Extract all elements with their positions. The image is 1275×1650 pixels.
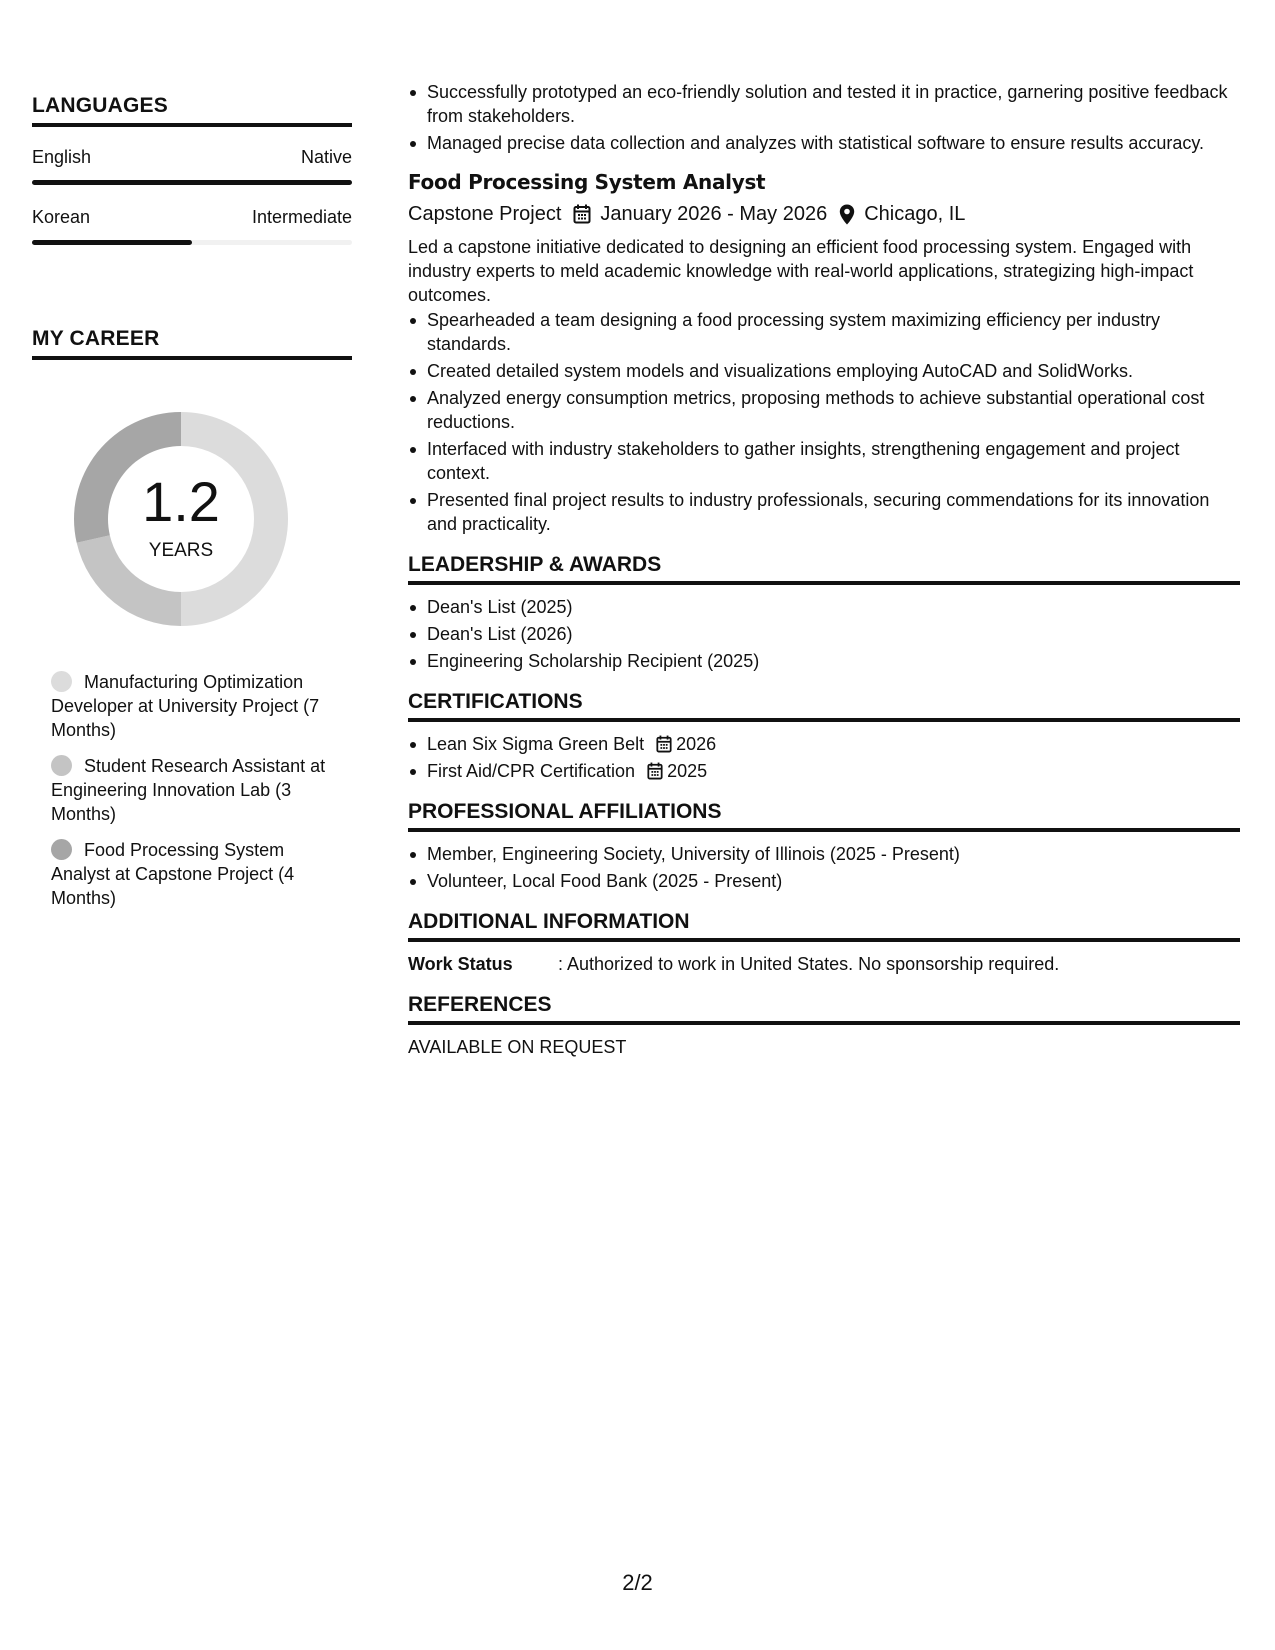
affiliations-list: [408, 842, 1240, 893]
previous-job-bullets: [408, 80, 1240, 155]
sidebar: [32, 94, 352, 922]
main-content: [408, 80, 1240, 1059]
calendar-icon: [647, 762, 663, 780]
job-dates: January 2026 - May 2026: [600, 203, 828, 225]
career-legend-text: Manufacturing Optimization Developer at University Project (7 Months): [51, 672, 320, 740]
certifications-heading: CERTIFICATIONS: [408, 690, 1240, 722]
certification-year: 2025: [667, 761, 708, 781]
legend-dot: [51, 839, 72, 860]
bullet-item: Managed precise data collection and analyzes with statistical software to ensure results accuracy.: [408, 131, 1240, 155]
language-name: English: [32, 147, 92, 167]
bullet-item: Spearheaded a team designing a food processing system maximizing efficiency per industry standards.: [408, 308, 1240, 356]
legend-dot: [51, 671, 72, 692]
bullet-item: Engineering Scholarship Recipient (2025): [408, 649, 1240, 673]
work-status-row: [408, 952, 1240, 976]
job-description: Led a capstone initiative dedicated to designing an efficient food processing system. Engaged with industry experts to meld academic knowledge with real-world applications, strategizing high-impact outcomes.: [408, 237, 1194, 305]
bullet-item: Volunteer, Local Food Bank (2025 - Present): [408, 869, 1240, 893]
references-text: AVAILABLE ON REQUEST: [408, 1037, 627, 1057]
bullet-item: Interfaced with industry stakeholders to gather insights, strengthening engagement and project context.: [408, 437, 1240, 485]
career-total-value: 1.2: [142, 470, 220, 533]
career-heading: MY CAREER: [32, 327, 352, 360]
additional-info-heading: ADDITIONAL INFORMATION: [408, 910, 1240, 942]
bullet-item: Created detailed system models and visualizations employing AutoCAD and SolidWorks.: [408, 359, 1240, 383]
job-meta: [408, 202, 1240, 226]
language-level: Native: [300, 147, 352, 167]
language-name: Korean: [32, 207, 91, 227]
bullet-item: Successfully prototyped an eco-friendly solution and tested it in practice, garnering positive feedback from stakeholders.: [408, 80, 1240, 128]
calendar-icon: [573, 204, 591, 224]
job-title: Food Processing System Analyst: [408, 170, 766, 194]
language-proficiency-fill: [32, 240, 192, 245]
language-item: [32, 147, 352, 185]
references-heading: REFERENCES: [408, 993, 1240, 1025]
certification-name: Lean Six Sigma Green Belt: [427, 734, 645, 754]
career-total-unit: YEARS: [148, 540, 214, 561]
page-number: 2/2: [622, 1570, 653, 1595]
job-location: Chicago, IL: [864, 203, 966, 225]
leadership-list: [408, 595, 1240, 673]
affiliations-heading: PROFESSIONAL AFFILIATIONS: [408, 800, 1240, 832]
job-company: Capstone Project: [408, 203, 562, 225]
language-level: Intermediate: [251, 207, 352, 227]
job-bullets: [408, 308, 1240, 536]
career-legend-item: [51, 838, 331, 910]
certification-year: 2026: [676, 734, 717, 754]
career-legend-item: [51, 754, 331, 826]
certification-item: [408, 759, 1240, 783]
leadership-heading: LEADERSHIP & AWARDS: [408, 553, 1240, 585]
bullet-item: Analyzed energy consumption metrics, proposing methods to achieve substantial operational cost reductions.: [408, 386, 1240, 434]
bullet-item: Presented final project results to industry professionals, securing commendations for its innovation and practicality.: [408, 488, 1240, 536]
legend-dot: [51, 755, 72, 776]
work-status-label: Work Status: [408, 954, 513, 974]
career-donut-chart: [66, 404, 296, 634]
language-proficiency-bar: [32, 240, 352, 245]
language-item: [32, 207, 352, 245]
bullet-item: Member, Engineering Society, University of Illinois (2025 - Present): [408, 842, 1240, 866]
career-legend-item: [51, 670, 331, 742]
languages-heading: LANGUAGES: [32, 94, 352, 127]
work-status-value: : Authorized to work in United States. No sponsorship required.: [558, 954, 1060, 974]
certification-name: First Aid/CPR Certification: [427, 761, 636, 781]
calendar-icon: [656, 735, 672, 753]
location-pin-icon: [839, 204, 855, 225]
language-proficiency-fill: [32, 180, 352, 185]
language-proficiency-bar: [32, 180, 352, 185]
certifications-list: [408, 732, 1240, 783]
bullet-item: Dean's List (2025): [408, 595, 1240, 619]
career-legend-text: Student Research Assistant at Engineering Innovation Lab (3 Months): [51, 756, 326, 824]
certification-item: [408, 732, 1240, 756]
bullet-item: Dean's List (2026): [408, 622, 1240, 646]
career-legend-text: Food Processing System Analyst at Capstone Project (4 Months): [51, 840, 295, 908]
career-legend: [51, 670, 331, 910]
